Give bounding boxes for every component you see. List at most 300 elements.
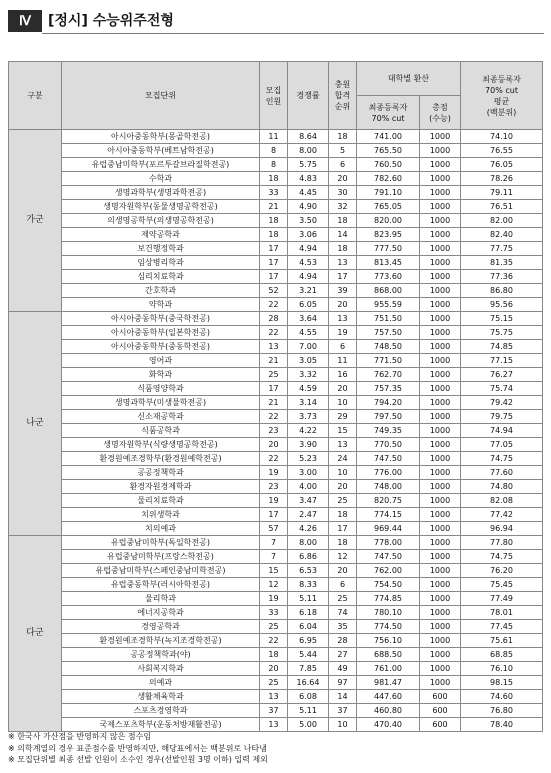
score-cell: 813.45	[357, 256, 420, 270]
percentile-cell: 82.00	[461, 214, 543, 228]
score-cell: 868.00	[357, 284, 420, 298]
total-cell: 1000	[420, 662, 461, 676]
percentile-cell: 77.80	[461, 536, 543, 550]
col-total: 총점 (수능)	[420, 96, 461, 130]
unit-cell: 공공정책학과(야)	[62, 648, 260, 662]
quota-cell: 8	[260, 158, 288, 172]
rank-cell: 15	[329, 424, 357, 438]
quota-cell: 22	[260, 326, 288, 340]
rank-cell: 24	[329, 452, 357, 466]
unit-cell: 아시아중동학부(중동학전공)	[62, 340, 260, 354]
rank-cell: 10	[329, 396, 357, 410]
percentile-cell: 78.01	[461, 606, 543, 620]
score-cell: 782.60	[357, 172, 420, 186]
percentile-cell: 75.45	[461, 578, 543, 592]
total-cell: 1000	[420, 270, 461, 284]
unit-cell: 에너지공학과	[62, 606, 260, 620]
total-cell: 1000	[420, 130, 461, 144]
total-cell: 1000	[420, 312, 461, 326]
quota-cell: 17	[260, 382, 288, 396]
table-row	[9, 144, 543, 158]
percentile-cell: 86.80	[461, 284, 543, 298]
unit-cell: 공공정책학과	[62, 466, 260, 480]
table-row	[9, 592, 543, 606]
rank-cell: 18	[329, 130, 357, 144]
table-row	[9, 452, 543, 466]
total-cell: 1000	[420, 382, 461, 396]
ratio-cell: 3.21	[288, 284, 329, 298]
table-row	[9, 270, 543, 284]
total-cell: 1000	[420, 578, 461, 592]
percentile-cell: 79.11	[461, 186, 543, 200]
total-cell: 1000	[420, 620, 461, 634]
score-cell: 776.00	[357, 466, 420, 480]
ratio-cell: 7.85	[288, 662, 329, 676]
table-row	[9, 284, 543, 298]
table-row	[9, 242, 543, 256]
score-cell: 765.05	[357, 200, 420, 214]
ratio-cell: 8.33	[288, 578, 329, 592]
rank-cell: 20	[329, 480, 357, 494]
rank-cell: 6	[329, 158, 357, 172]
rank-cell: 74	[329, 606, 357, 620]
quota-cell: 7	[260, 550, 288, 564]
ratio-cell: 3.06	[288, 228, 329, 242]
unit-cell: 보건행정학과	[62, 242, 260, 256]
score-cell: 771.50	[357, 354, 420, 368]
total-cell: 1000	[420, 480, 461, 494]
unit-cell: 사회복지학과	[62, 662, 260, 676]
score-cell: 820.75	[357, 494, 420, 508]
total-cell: 1000	[420, 648, 461, 662]
table-row	[9, 424, 543, 438]
unit-cell: 유럽중남미학부(포르투갈브라질학전공)	[62, 158, 260, 172]
total-cell: 1000	[420, 676, 461, 690]
score-cell: 748.00	[357, 480, 420, 494]
rank-cell: 97	[329, 676, 357, 690]
rank-cell: 11	[329, 354, 357, 368]
rank-cell: 20	[329, 298, 357, 312]
percentile-cell: 77.60	[461, 466, 543, 480]
col-final-percentile: 최종등록자 70% cut 평균 (백분위)	[461, 62, 543, 130]
col-unit: 모집단위	[62, 62, 260, 130]
ratio-cell: 7.00	[288, 340, 329, 354]
rank-cell: 25	[329, 494, 357, 508]
ratio-cell: 6.18	[288, 606, 329, 620]
rank-cell: 20	[329, 382, 357, 396]
percentile-cell: 95.56	[461, 298, 543, 312]
ratio-cell: 4.26	[288, 522, 329, 536]
score-cell: 774.85	[357, 592, 420, 606]
total-cell: 600	[420, 690, 461, 704]
table-row	[9, 704, 543, 718]
total-cell: 1000	[420, 536, 461, 550]
table-row	[9, 214, 543, 228]
score-cell: 770.50	[357, 438, 420, 452]
ratio-cell: 5.44	[288, 648, 329, 662]
score-cell: 791.10	[357, 186, 420, 200]
total-cell: 1000	[420, 186, 461, 200]
percentile-cell: 75.15	[461, 312, 543, 326]
score-cell: 820.00	[357, 214, 420, 228]
ratio-cell: 4.83	[288, 172, 329, 186]
total-cell: 1000	[420, 396, 461, 410]
ratio-cell: 5.11	[288, 704, 329, 718]
ratio-cell: 6.53	[288, 564, 329, 578]
total-cell: 1000	[420, 438, 461, 452]
percentile-cell: 77.75	[461, 242, 543, 256]
score-cell: 748.50	[357, 340, 420, 354]
percentile-cell: 78.40	[461, 718, 543, 732]
rank-cell: 10	[329, 466, 357, 480]
rank-cell: 5	[329, 144, 357, 158]
ratio-cell: 6.08	[288, 690, 329, 704]
col-group: 구분	[9, 62, 62, 130]
rank-cell: 32	[329, 200, 357, 214]
table-row	[9, 298, 543, 312]
rank-cell: 18	[329, 536, 357, 550]
table-row	[9, 634, 543, 648]
total-cell: 600	[420, 718, 461, 732]
ratio-cell: 4.22	[288, 424, 329, 438]
total-cell: 1000	[420, 340, 461, 354]
score-cell: 955.59	[357, 298, 420, 312]
table-row	[9, 158, 543, 172]
score-cell: 794.20	[357, 396, 420, 410]
quota-cell: 15	[260, 564, 288, 578]
score-cell: 470.40	[357, 718, 420, 732]
ratio-cell: 5.23	[288, 452, 329, 466]
score-cell: 747.50	[357, 550, 420, 564]
quota-cell: 17	[260, 270, 288, 284]
quota-cell: 17	[260, 242, 288, 256]
percentile-cell: 76.20	[461, 564, 543, 578]
rank-cell: 13	[329, 256, 357, 270]
rank-cell: 19	[329, 326, 357, 340]
table-row	[9, 200, 543, 214]
unit-cell: 의생명공학부(의생명공학전공)	[62, 214, 260, 228]
total-cell: 1000	[420, 368, 461, 382]
rank-cell: 35	[329, 620, 357, 634]
quota-cell: 13	[260, 718, 288, 732]
unit-cell: 생명과학부(미생물학전공)	[62, 396, 260, 410]
score-cell: 761.00	[357, 662, 420, 676]
score-cell: 774.15	[357, 508, 420, 522]
quota-cell: 28	[260, 312, 288, 326]
percentile-cell: 76.27	[461, 368, 543, 382]
ratio-cell: 4.53	[288, 256, 329, 270]
group-label: 다군	[9, 536, 62, 732]
ratio-cell: 5.75	[288, 158, 329, 172]
percentile-cell: 68.85	[461, 648, 543, 662]
ratio-cell: 6.95	[288, 634, 329, 648]
table-row	[9, 396, 543, 410]
quota-cell: 22	[260, 298, 288, 312]
unit-cell: 간호학과	[62, 284, 260, 298]
total-cell: 1000	[420, 256, 461, 270]
unit-cell: 의예과	[62, 676, 260, 690]
rank-cell: 25	[329, 592, 357, 606]
table-row	[9, 550, 543, 564]
unit-cell: 환경원예조경학부(환경원예학전공)	[62, 452, 260, 466]
unit-cell: 유럽중남미학부(스페인중남미학전공)	[62, 564, 260, 578]
rank-cell: 18	[329, 508, 357, 522]
score-cell: 757.35	[357, 382, 420, 396]
percentile-cell: 74.75	[461, 550, 543, 564]
ratio-cell: 3.47	[288, 494, 329, 508]
footnotes	[8, 731, 548, 766]
admission-table	[8, 61, 543, 732]
unit-cell: 식품영양학과	[62, 382, 260, 396]
table-row	[9, 536, 543, 550]
score-cell: 741.00	[357, 130, 420, 144]
table-body	[9, 130, 543, 732]
score-cell: 774.50	[357, 620, 420, 634]
score-cell: 797.50	[357, 410, 420, 424]
percentile-cell: 74.10	[461, 130, 543, 144]
unit-cell: 치의예과	[62, 522, 260, 536]
percentile-cell: 77.05	[461, 438, 543, 452]
rank-cell: 18	[329, 214, 357, 228]
table-row	[9, 690, 543, 704]
table-row	[9, 312, 543, 326]
ratio-cell: 3.14	[288, 396, 329, 410]
unit-cell: 생명자원학부(동물생명공학전공)	[62, 200, 260, 214]
percentile-cell: 74.60	[461, 690, 543, 704]
group-label: 가군	[9, 130, 62, 312]
unit-cell: 생활체육학과	[62, 690, 260, 704]
total-cell: 600	[420, 704, 461, 718]
table-row	[9, 228, 543, 242]
total-cell: 1000	[420, 158, 461, 172]
total-cell: 1000	[420, 634, 461, 648]
rank-cell: 30	[329, 186, 357, 200]
footnote: ※ 의학계열의 경우 표준점수를 반영하지만, 해당표에서는 백분위로 나타냄	[8, 743, 267, 753]
quota-cell: 25	[260, 620, 288, 634]
unit-cell: 물리치료학과	[62, 494, 260, 508]
col-conversion: 대학별 환산	[357, 62, 461, 96]
section-header	[8, 8, 544, 34]
unit-cell: 생명자원학부(식량생명공학전공)	[62, 438, 260, 452]
score-cell: 765.50	[357, 144, 420, 158]
total-cell: 1000	[420, 522, 461, 536]
rank-cell: 6	[329, 340, 357, 354]
table-row	[9, 662, 543, 676]
quota-cell: 8	[260, 144, 288, 158]
unit-cell: 아시아중동학부(몽골학전공)	[62, 130, 260, 144]
table-row	[9, 620, 543, 634]
ratio-cell: 5.11	[288, 592, 329, 606]
total-cell: 1000	[420, 354, 461, 368]
percentile-cell: 76.10	[461, 662, 543, 676]
table-row	[9, 676, 543, 690]
quota-cell: 19	[260, 592, 288, 606]
rank-cell: 18	[329, 242, 357, 256]
total-cell: 1000	[420, 298, 461, 312]
score-cell: 747.50	[357, 452, 420, 466]
score-cell: 773.60	[357, 270, 420, 284]
section-title: [정시] 수능위주전형	[48, 13, 174, 29]
total-cell: 1000	[420, 214, 461, 228]
percentile-cell: 81.35	[461, 256, 543, 270]
total-cell: 1000	[420, 410, 461, 424]
quota-cell: 12	[260, 578, 288, 592]
unit-cell: 환경자원경제학과	[62, 480, 260, 494]
rank-cell: 16	[329, 368, 357, 382]
percentile-cell: 74.75	[461, 452, 543, 466]
table-row	[9, 172, 543, 186]
quota-cell: 21	[260, 396, 288, 410]
col-quota: 모집 인원	[260, 62, 288, 130]
unit-cell: 유럽중남미학부(독일학전공)	[62, 536, 260, 550]
table-row	[9, 256, 543, 270]
group-label: 나군	[9, 312, 62, 536]
percentile-cell: 76.51	[461, 200, 543, 214]
rank-cell: 39	[329, 284, 357, 298]
percentile-cell: 76.05	[461, 158, 543, 172]
score-cell: 981.47	[357, 676, 420, 690]
unit-cell: 아시아중동학부(중국학전공)	[62, 312, 260, 326]
unit-cell: 아시아중동학부(베트남학전공)	[62, 144, 260, 158]
rank-cell: 12	[329, 550, 357, 564]
unit-cell: 치위생학과	[62, 508, 260, 522]
ratio-cell: 4.90	[288, 200, 329, 214]
ratio-cell: 16.64	[288, 676, 329, 690]
score-cell: 754.50	[357, 578, 420, 592]
percentile-cell: 77.49	[461, 592, 543, 606]
table-row	[9, 606, 543, 620]
unit-cell: 수학과	[62, 172, 260, 186]
header-rule	[42, 33, 544, 34]
quota-cell: 25	[260, 676, 288, 690]
quota-cell: 22	[260, 410, 288, 424]
table-row	[9, 578, 543, 592]
quota-cell: 22	[260, 452, 288, 466]
unit-cell: 생명과학부(생명과학전공)	[62, 186, 260, 200]
ratio-cell: 3.05	[288, 354, 329, 368]
ratio-cell: 4.94	[288, 242, 329, 256]
rank-cell: 17	[329, 522, 357, 536]
total-cell: 1000	[420, 606, 461, 620]
total-cell: 1000	[420, 466, 461, 480]
unit-cell: 제약공학과	[62, 228, 260, 242]
ratio-cell: 8.00	[288, 144, 329, 158]
score-cell: 757.50	[357, 326, 420, 340]
unit-cell: 스포츠경영학과	[62, 704, 260, 718]
unit-cell: 아시아중동학부(일본학전공)	[62, 326, 260, 340]
unit-cell: 영어과	[62, 354, 260, 368]
quota-cell: 17	[260, 256, 288, 270]
quota-cell: 18	[260, 214, 288, 228]
table-row	[9, 130, 543, 144]
ratio-cell: 4.45	[288, 186, 329, 200]
ratio-cell: 3.90	[288, 438, 329, 452]
quota-cell: 17	[260, 508, 288, 522]
ratio-cell: 3.32	[288, 368, 329, 382]
rank-cell: 13	[329, 438, 357, 452]
percentile-cell: 74.80	[461, 480, 543, 494]
rank-cell: 49	[329, 662, 357, 676]
total-cell: 1000	[420, 326, 461, 340]
ratio-cell: 4.00	[288, 480, 329, 494]
total-cell: 1000	[420, 242, 461, 256]
ratio-cell: 5.00	[288, 718, 329, 732]
unit-cell: 국제스포츠학부(운동처방재활전공)	[62, 718, 260, 732]
score-cell: 447.60	[357, 690, 420, 704]
rank-cell: 27	[329, 648, 357, 662]
table-row	[9, 648, 543, 662]
quota-cell: 25	[260, 368, 288, 382]
unit-cell: 물리학과	[62, 592, 260, 606]
total-cell: 1000	[420, 144, 461, 158]
footnote: ※ 모집단위별 최종 선발 인원이 소수인 경우(선발인원 3명 이하) 입력 제외	[8, 755, 268, 764]
table-row	[9, 466, 543, 480]
rank-cell: 28	[329, 634, 357, 648]
ratio-cell: 8.00	[288, 536, 329, 550]
total-cell: 1000	[420, 564, 461, 578]
total-cell: 1000	[420, 508, 461, 522]
percentile-cell: 77.15	[461, 354, 543, 368]
percentile-cell: 77.42	[461, 508, 543, 522]
quota-cell: 7	[260, 536, 288, 550]
ratio-cell: 3.00	[288, 466, 329, 480]
score-cell: 778.00	[357, 536, 420, 550]
table-row	[9, 718, 543, 732]
unit-cell: 유럽중동학부(러시아학전공)	[62, 578, 260, 592]
rank-cell: 6	[329, 578, 357, 592]
rank-cell: 17	[329, 270, 357, 284]
quota-cell: 33	[260, 186, 288, 200]
section-number: Ⅳ	[8, 10, 42, 32]
quota-cell: 21	[260, 354, 288, 368]
unit-cell: 화학과	[62, 368, 260, 382]
score-cell: 749.35	[357, 424, 420, 438]
percentile-cell: 98.15	[461, 676, 543, 690]
ratio-cell: 8.64	[288, 130, 329, 144]
table-row	[9, 494, 543, 508]
quota-cell: 18	[260, 228, 288, 242]
score-cell: 780.10	[357, 606, 420, 620]
table-row	[9, 186, 543, 200]
percentile-cell: 77.36	[461, 270, 543, 284]
score-cell: 760.50	[357, 158, 420, 172]
quota-cell: 18	[260, 648, 288, 662]
score-cell: 751.50	[357, 312, 420, 326]
col-final-score: 최종등록자 70% cut	[357, 96, 420, 130]
score-cell: 823.95	[357, 228, 420, 242]
rank-cell: 20	[329, 172, 357, 186]
total-cell: 1000	[420, 424, 461, 438]
percentile-cell: 74.94	[461, 424, 543, 438]
table-row	[9, 564, 543, 578]
percentile-cell: 77.45	[461, 620, 543, 634]
ratio-cell: 3.50	[288, 214, 329, 228]
ratio-cell: 4.94	[288, 270, 329, 284]
quota-cell: 23	[260, 480, 288, 494]
percentile-cell: 79.42	[461, 396, 543, 410]
rank-cell: 20	[329, 564, 357, 578]
rank-cell: 37	[329, 704, 357, 718]
rank-cell: 14	[329, 228, 357, 242]
score-cell: 762.70	[357, 368, 420, 382]
quota-cell: 37	[260, 704, 288, 718]
percentile-cell: 76.80	[461, 704, 543, 718]
unit-cell: 식품공학과	[62, 424, 260, 438]
quota-cell: 52	[260, 284, 288, 298]
ratio-cell: 4.55	[288, 326, 329, 340]
quota-cell: 20	[260, 662, 288, 676]
unit-cell: 심리치료학과	[62, 270, 260, 284]
